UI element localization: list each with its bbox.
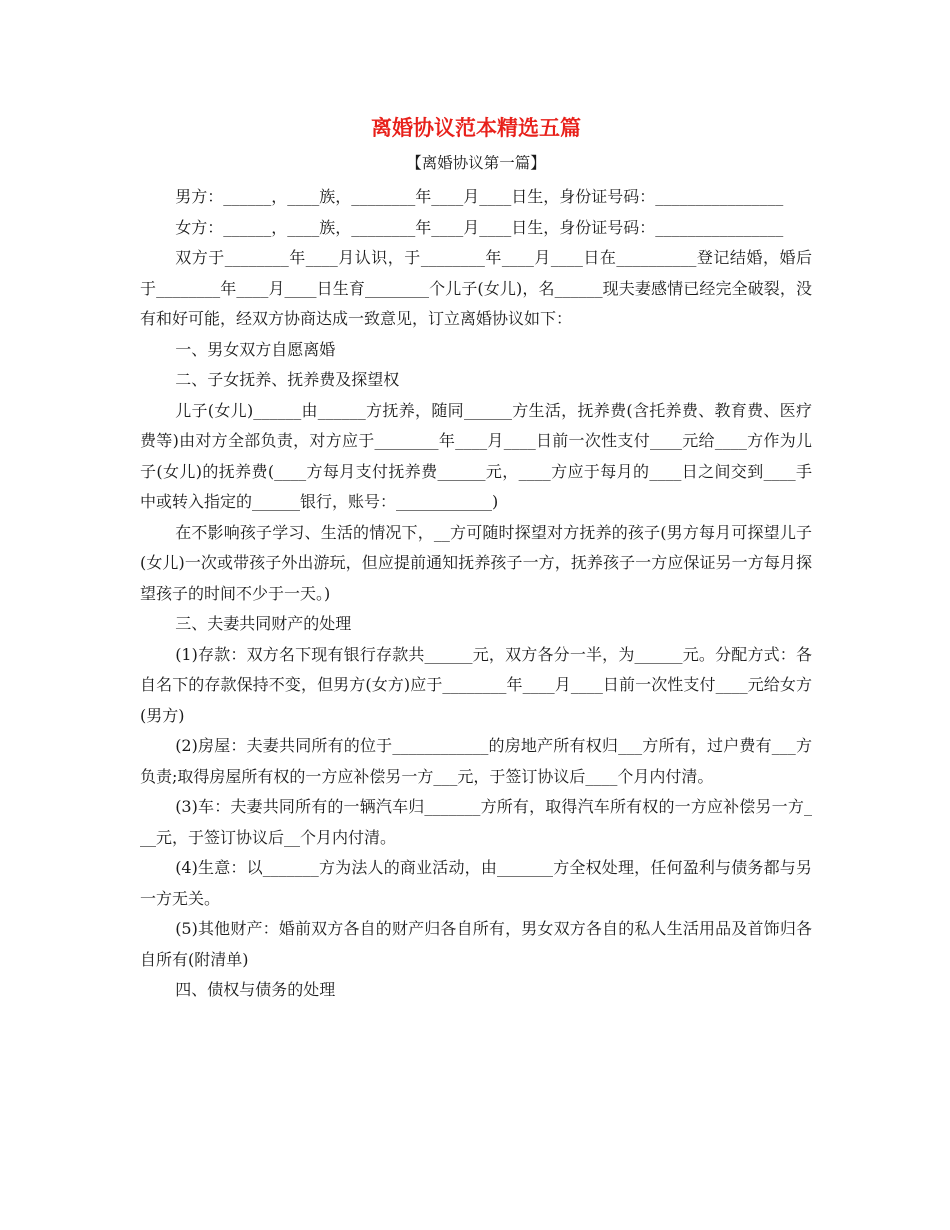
- document-title: 离婚协议范本精选五篇: [371, 116, 581, 140]
- paragraph-wife-info: 女方：______，____族，________年____月____日生，身份证号码：________________: [175, 217, 784, 237]
- paragraph-visitation: 在不影响孩子学习、生活的情况下，__方可随时探望对方抚养的孩子(男方每月可探望儿子(女儿)一次或带孩子外出游玩，但应提前通知抚养孩子一方，抚养孩子一方应保证另一方每月探望孩子的时间不少于一天。): [140, 522, 812, 603]
- paragraph-car: (3)车：夫妻共同所有的一辆汽车归_______方所有，取得汽车所有权的一方应补偿另一方___元，于签订协议后__个月内付清。: [140, 797, 812, 847]
- paragraph-house: (2)房屋：夫妻共同所有的位于____________的房地产所有权归___方所有，过户费有___方负责;取得房屋所有权的一方应补偿另一方___元，于签订协议后____个月内付清。: [140, 736, 812, 786]
- paragraph-other-property: (5)其他财产：婚前双方各自的财产归各自所有，男女双方各自的私人生活用品及首饰归各自所有(附清单): [140, 919, 812, 969]
- clause-heading-property: 三、夫妻共同财产的处理: [175, 614, 352, 633]
- paragraph-husband-info: 男方：______，____族，________年____月____日生，身份证号码：________________: [175, 187, 784, 206]
- section-heading: 【离婚协议第一篇】: [406, 154, 546, 172]
- paragraph-savings: (1)存款：双方名下现有银行存款共______元，双方各分一半，为______元。分配方式：各自名下的存款保持不变，但男方(女方)应于________年____月____日前一次性支付____元给女方(男方): [140, 644, 812, 725]
- clause-heading-divorce: 一、男女双方自愿离婚: [175, 339, 336, 359]
- clause-heading-custody: 二、子女抚养、抚养费及探望权: [175, 370, 400, 389]
- paragraph-marriage-background: 双方于________年____月认识，于________年____月____日在__________登记结婚，婚后于________年____月____日生育________个儿子(女儿)，名______现夫妻感情已经完全破裂，没有和好可能，经双方协商达成一致意见，订立离婚协议如下：: [140, 248, 812, 328]
- paragraph-business: (4)生意：以_______方为法人的商业活动，由_______方全权处理，任何盈利与债务都与另一方无关。: [140, 858, 812, 908]
- paragraph-custody-support: 儿子(女儿)______由______方抚养，随同______方生活，抚养费(含托养费、教育费、医疗费等)由对方全部负责，对方应于________年____月____日前一次性支付____元给____方作为儿子(女儿)的抚养费(____方每月支付抚养费______元，____方应于每月的____日之间交到____手中或转入指定的______银行，账号：____________): [140, 400, 812, 511]
- clause-heading-debts: 四、债权与债务的处理: [175, 980, 336, 999]
